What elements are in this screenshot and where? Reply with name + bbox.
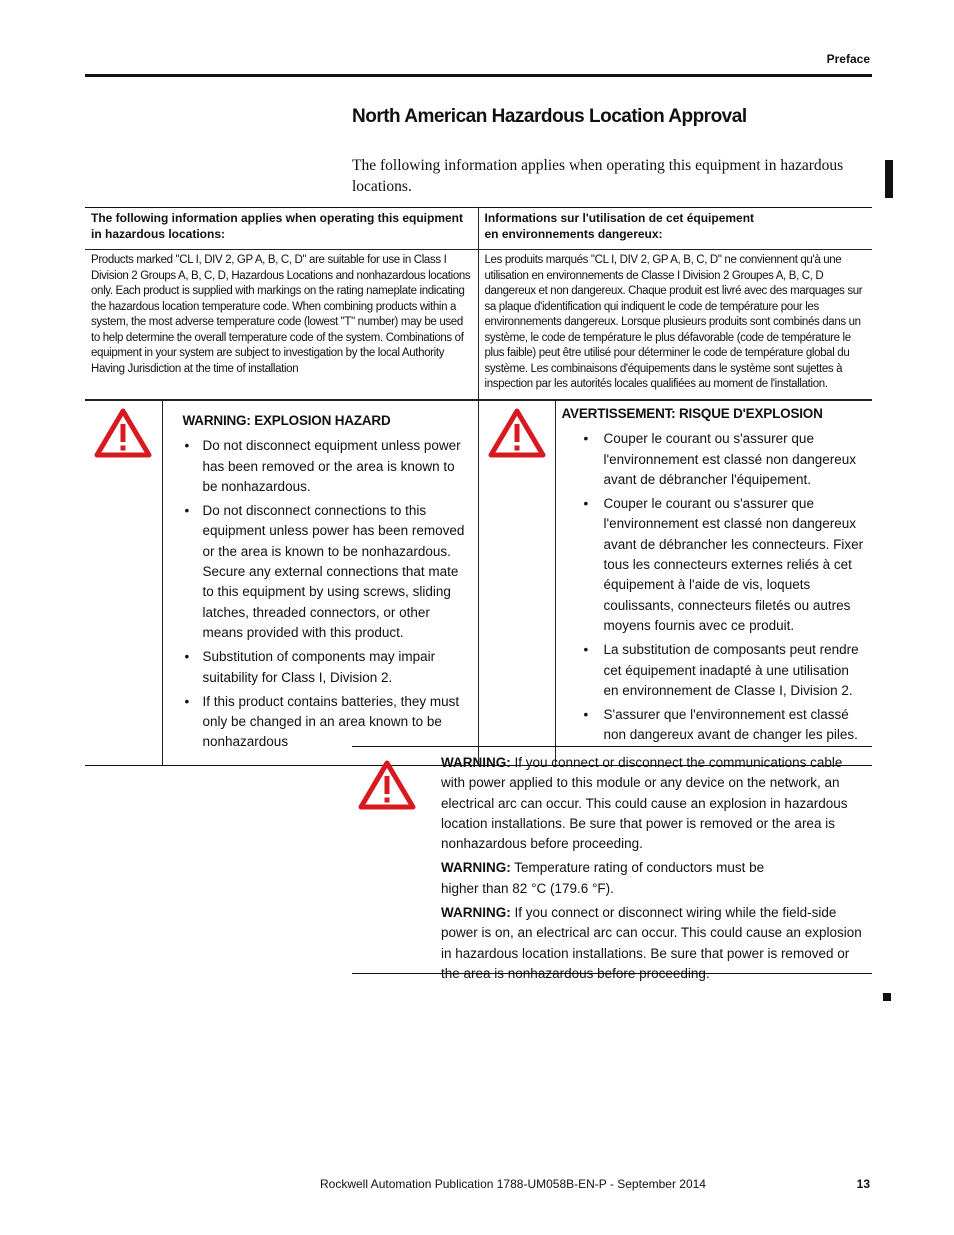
section-title: North American Hazardous Location Approval [352,106,747,127]
hazard-table-body-fr: Les produits marqués "CL I, DIV 2, GP A, B, C, D" ne conviennent qu'à une utilisation en environnements de Classe I Division 2 Groupes A, B, C, D dangereux et non dangereux. Chaque produit est livré avec des marquages sur sa plaque d'identification qui indiquent le code de température pour les environnements dangereux. Lorsque plusieurs produits sont combinés dans un système, le code de température le plus défavorable (code de température le plus faible) peut être utilisé pour déterminer le code de température global du système. Les combinaisons d'équipements dans le système sont sujettes à inspection par les autorités locales qualifiées au moment de l'installation. [478,250,872,400]
warning-temperature: WARNING: Temperature rating of conductors must be higher than 82 °C (179.6 °F). [441,860,765,896]
hazard-table-body-en: Products marked "CL I, DIV 2, GP A, B, C, D" are suitable for use in Class I Division 2 Groups A, B, C, D, Hazardous Locations and nonhazardous locations only. Each product is supplied with markings on the rating nameplate indicating the hazardous location temperature code. When combining products within a system, the most adverse temperature code (lowest "T" number) may be used to help determine the overall temperature code of the system. Combinations of equipment in your system are subject to investigation by the local Authority Having Jurisdiction at the time of installation [85,250,478,400]
end-of-section-mark [883,993,891,1001]
warning-triangle-icon [488,407,546,459]
page-number: 13 [856,1177,870,1191]
warning-title-fr: AVERTISSEMENT: RISQUE D'EXPLOSION [561,406,823,421]
change-bar [885,160,893,198]
section-intro: The following information applies when operating this equipment in hazardous locations. [352,157,844,195]
explosion-warning-fr [555,401,872,766]
hazard-location-table [85,207,872,400]
lower-warning-box [352,746,872,981]
header-rule [85,74,872,77]
warning-icon-cell-fr [478,401,555,766]
list-item: • Couper le courant ou s'assurer que l'environnement est classé non dangereux avant de débrancher l'équipement. [604,429,867,490]
explosion-warning-en [162,401,478,766]
list-item: • Do not disconnect connections to this equipment unless power has been removed or the area is known to be nonhazardous. Secure any external connections that mate to this equipment by using screws, sliding latches, threaded connectors, or other means provided with this product. [203,501,472,643]
warning-list-fr [562,429,867,745]
list-item: • If this product contains batteries, they must only be changed in an area known to be nonhazardous [203,692,472,753]
warning-triangle-icon [94,407,152,459]
warning-comm-cable: WARNING: If you connect or disconnect the communications cable with power applied to this module or any device on the network, an electrical arc can occur. This could cause an explosion in hazardous location installations. Be sure that power is removed or the area is nonhazardous before proceeding. [441,755,848,852]
list-item: • Couper le courant ou s'assurer que l'environnement est classé non dangereux avant de débrancher les connecteurs. Fixer tous les connecteurs externes reliés à cet équipement à l'aide de vis, loquets coulissants, connecteurs filetés ou autres moyens fournis avec ce produit. [604,494,867,636]
list-item: • Substitution of components may impair suitability for Class I, Division 2. [203,647,472,688]
list-item: • Do not disconnect equipment unless power has been removed or the area is known to be nonhazardous. [203,436,472,497]
hazard-table-header-en: The following information applies when operating this equipment in hazardous locations: [85,208,478,250]
explosion-warning-table [85,400,872,766]
warning-field-wiring: WARNING: If you connect or disconnect wiring while the field-side power is on, an electrical arc can occur. This could cause an explosion in hazardous location installations. Be sure that power is removed or the area is nonhazardous before proceeding. [441,905,862,981]
warning-icon-cell-en [85,401,162,766]
list-item: • S'assurer que l'environnement est classé non dangereux avant de changer les piles. [604,705,867,746]
warning-title-en: WARNING: EXPLOSION HAZARD [182,413,391,428]
footer-publication: Rockwell Automation Publication 1788-UM058B-EN-P - September 2014 [320,1177,706,1191]
hazard-table-header-fr: Informations sur l'utilisation de cet équipement en environnements dangereux: [478,208,872,250]
list-item: • La substitution de composants peut rendre cet équipement inadapté à une utilisation en environnement de Classe I, Division 2. [604,640,867,701]
warning-list-en [183,436,472,752]
running-header: Preface [826,52,870,66]
warning-triangle-icon [358,759,416,811]
